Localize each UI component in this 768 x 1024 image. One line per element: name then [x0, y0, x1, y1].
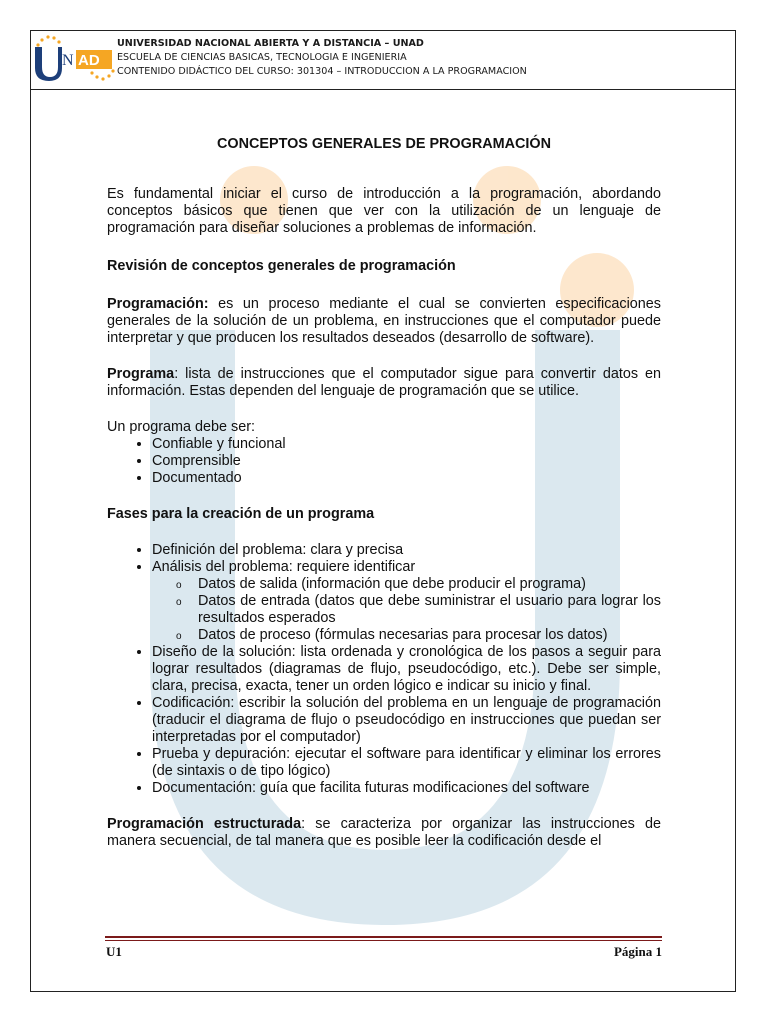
list-item: • Comprensible: [152, 453, 661, 470]
fase-diseno: • Diseño de la solución: lista ordenada y cronológica de los pasos a seguir para lograr resultados (diagramas de flujo, pseudocódigo, etc.). Debe ser simple, clara, precisa, exacta, tener un orden lógico e indicar su inicio y final.: [152, 644, 661, 695]
list-item: o Datos de salida (información que debe producir el programa): [198, 576, 661, 593]
fase-analisis-label: Análisis del problema: requiere identificar: [152, 559, 416, 575]
programa-definition: : lista de instrucciones que el computador sigue para convertir datos en información. Estas dependen del lenguaje de programación que se utilice.: [107, 366, 661, 399]
header-divider: [30, 89, 736, 90]
footer-page-number: Página 1: [613, 944, 662, 959]
document-body: [107, 128, 661, 850]
logo-ad-letters: AD: [78, 52, 100, 69]
debe-ser-list: [107, 436, 661, 487]
header-course: CONTENIDO DIDÁCTICO DEL CURSO: 301304 – INTRODUCCION A LA PROGRAMACION: [117, 66, 527, 77]
debe-ser-intro: Un programa debe ser:: [107, 419, 255, 435]
list-item: o Datos de entrada (datos que debe suministrar el usuario para lograr los resultados esperados: [198, 593, 661, 627]
section-heading-fases: Fases para la creación de un programa: [107, 506, 375, 522]
analisis-sublist: [152, 576, 661, 644]
fase-definicion: • Definición del problema: clara y precisa: [152, 542, 661, 559]
programacion-definition: es un proceso mediante el cual se convierten especificaciones generales de la solución de un problema, en instrucciones que el computador puede interpretar y que producen los resultados deseados (desarrollo de software).: [107, 296, 661, 346]
estructurada-term: Programación estructurada: [107, 816, 302, 832]
programa-paragraph: [107, 366, 661, 400]
estructurada-definition: : se caracteriza por organizar las instrucciones de manera secuencial, de tal manera que es posible leer la codificación desde el: [107, 816, 661, 849]
header-text-block: [117, 37, 527, 79]
header-university: UNIVERSIDAD NACIONAL ABIERTA Y A DISTANCIA – UNAD: [117, 38, 424, 49]
programa-term: Programa: [107, 366, 175, 382]
fase-analisis: [152, 559, 661, 644]
programacion-term: Programación:: [107, 296, 209, 312]
document-title: CONCEPTOS GENERALES DE PROGRAMACIÓN: [217, 136, 551, 152]
fase-codificacion: • Codificación: escribir la solución del problema en un lenguaje de programación (traducir el diagrama de flujo o pseudocódigo en instrucciones que puedan ser interpretadas por el computador): [152, 695, 661, 746]
programacion-paragraph: [107, 296, 661, 347]
list-item: • Documentado: [152, 470, 661, 487]
footer-unit: U1: [106, 944, 122, 959]
footer-divider-thick: [105, 936, 662, 938]
fase-prueba: • Prueba y depuración: ejecutar el software para identificar y eliminar los errores (de sintaxis o de tipo lógico): [152, 746, 661, 780]
intro-paragraph: Es fundamental iniciar el curso de introducción a la programación, abordando conceptos básicos que tienen que ver con la utilización de un lenguaje de programación para diseñar soluciones a problemas de información.: [107, 186, 661, 236]
logo-u-icon: [35, 47, 62, 81]
fase-documentacion: • Documentación: guía que facilita futuras modificaciones del software: [152, 780, 661, 797]
list-item: • Confiable y funcional: [152, 436, 661, 453]
section-heading-revision: Revisión de conceptos generales de programación: [107, 258, 456, 274]
estructurada-paragraph: [107, 816, 661, 850]
fases-list: [107, 542, 661, 797]
header-school: ESCUELA DE CIENCIAS BASICAS, TECNOLOGIA E INGENIERIA: [117, 52, 407, 63]
list-item: o Datos de proceso (fórmulas necesarias para procesar los datos): [198, 627, 661, 644]
logo-n-letter: N: [62, 52, 74, 69]
unad-logo: [32, 33, 116, 85]
footer-divider-thin: [105, 940, 662, 941]
